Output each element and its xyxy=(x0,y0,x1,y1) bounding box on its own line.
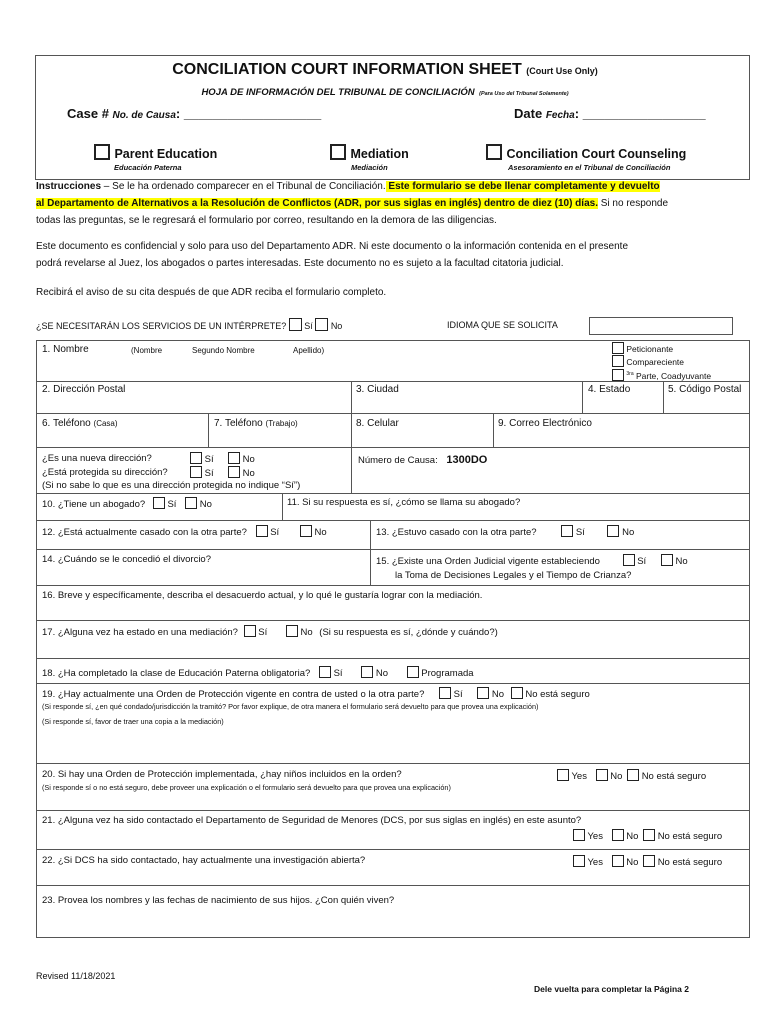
question-14[interactable]: 14. ¿Cuándo se le concedió el divorcio? xyxy=(42,554,211,565)
question-19: 19. ¿Hay actualmente una Orden de Protección vigente en contra de usted o la otra parte? Sí No No está seguro xyxy=(42,689,590,700)
parent-education-checkbox[interactable] xyxy=(94,144,110,160)
name-field[interactable]: 1. Nombre xyxy=(42,344,89,355)
name-middle-label: Segundo Nombre xyxy=(192,346,255,355)
state-field[interactable]: 4. Estado xyxy=(588,384,631,395)
role-options xyxy=(612,342,711,382)
mediation-label-es: Mediación xyxy=(351,163,388,172)
q18-no[interactable] xyxy=(361,666,373,678)
question-22: 22. ¿Si DCS ha sido contactado, hay actualmente una investigación abierta? xyxy=(42,855,366,866)
new-address-yes[interactable] xyxy=(190,452,202,464)
q19-note-2: (Si responde sí, favor de traer una copia a la mediación) xyxy=(42,717,224,726)
q18-programmed[interactable] xyxy=(407,666,419,678)
q13-no[interactable] xyxy=(607,525,619,537)
q20-options: Yes No No está seguro xyxy=(557,769,706,782)
q21-yes[interactable] xyxy=(573,829,585,841)
form-title: CONCILIATION COURT INFORMATION SHEET (Court Use Only) xyxy=(172,61,598,78)
service-counseling[interactable]: Conciliation Court Counseling xyxy=(486,144,686,163)
instructions: Instrucciones – Se le ha ordenado comparecer en el Tribunal de Conciliación. Este formulario se debe llenar completamente y devuelto al Departamento de Alternativos a la Resolución de Conflictos (ADR, por sus siglas en inglés) dentro de diez (10) días. Si no responde todas las preguntas, se le regresará el formulario por correo, resultando en la demora de las diligencias. xyxy=(36,181,669,226)
q22-not-sure[interactable] xyxy=(643,855,655,867)
q17-yes[interactable] xyxy=(244,625,256,637)
counseling-label-es: Asesoramiento en el Tribunal de Conciliación xyxy=(508,163,671,172)
protected-address-no[interactable] xyxy=(228,466,240,478)
phone-work-field[interactable]: 7. Teléfono (Trabajo) xyxy=(214,418,298,429)
mediation-checkbox[interactable] xyxy=(330,144,346,160)
q19-note-1: (Si responde sí, ¿en qué condado/jurisdicción la tramitó? Por favor explique, de otra manera el formulario será devuelto para que provea una explicación) xyxy=(42,702,539,711)
question-11[interactable]: 11. Si su respuesta es sí, ¿cómo se llama su abogado? xyxy=(287,497,521,508)
case-number-display: Número de Causa: 1300DO xyxy=(358,454,488,466)
question-10: 10. ¿Tiene un abogado? Sí No xyxy=(42,499,212,510)
question-13: 13. ¿Estuvo casado con la otra parte? Sí No xyxy=(376,527,635,538)
phone-home-field[interactable]: 6. Teléfono (Casa) xyxy=(42,418,118,429)
q20-not-sure[interactable] xyxy=(627,769,639,781)
question-17: 17. ¿Alguna vez ha estado en una mediación? Sí No (Si su respuesta es sí, ¿dónde y cuándo?) xyxy=(42,627,498,638)
q15-no[interactable] xyxy=(661,554,673,566)
q12-yes[interactable] xyxy=(256,525,268,537)
form-subtitle: HOJA DE INFORMACIÓN DEL TRIBUNAL DE CONCILIACIÓN (Para Uso del Tribunal Solamente) xyxy=(201,87,569,98)
turn-page-note: Dele vuelta para completar la Página 2 xyxy=(534,984,689,994)
role-petitioner[interactable]: Peticionante xyxy=(612,342,711,355)
q10-yes[interactable] xyxy=(153,497,165,509)
q20-note: (Si responde sí o no está seguro, debe proveer una explicación o el formulario será devuelto para que provea una explicación) xyxy=(42,783,451,792)
interpreter-question: ¿SE NECESITARÁN LOS SERVICIOS DE UN INTÉRPRETE? Sí No xyxy=(36,318,342,331)
revised-date: Revised 11/18/2021 xyxy=(36,971,116,981)
q21-no[interactable] xyxy=(612,829,624,841)
q20-yes[interactable] xyxy=(557,769,569,781)
language-input[interactable] xyxy=(589,317,733,335)
q21-options: Yes No No está seguro xyxy=(573,829,722,842)
q13-yes[interactable] xyxy=(561,525,573,537)
q19-no[interactable] xyxy=(477,687,489,699)
role-third-party[interactable]: $^{3ra}$ Parte, Coadyuvante xyxy=(612,368,711,382)
q15-yes[interactable] xyxy=(623,554,635,566)
case-number-field[interactable]: Case # No. de Causa: ___________________ xyxy=(67,106,322,121)
service-mediation[interactable]: Mediation xyxy=(330,144,409,163)
email-field[interactable]: 9. Correo Electrónico xyxy=(498,418,592,429)
language-label: IDIOMA QUE SE SOLICITA xyxy=(447,320,558,330)
question-15: 15. ¿Existe una Orden Judicial vigente estableciendo Sí No la Toma de Decisiones Legales y el Tiempo de Crianza? xyxy=(376,556,688,581)
counseling-checkbox[interactable] xyxy=(486,144,502,160)
name-last-label: Apellido) xyxy=(293,346,325,355)
cell-field[interactable]: 8. Celular xyxy=(356,418,399,429)
interpreter-no-checkbox[interactable] xyxy=(315,318,328,331)
q21-not-sure[interactable] xyxy=(643,829,655,841)
zip-field[interactable]: 5. Código Postal xyxy=(668,384,742,395)
question-16[interactable]: 16. Breve y específicamente, describa el desacuerdo actual, y lo qué le gustaría lograr con la mediación. xyxy=(42,590,483,601)
parent-education-label-es: Educación Paterna xyxy=(114,163,182,172)
q22-options: Yes No No está seguro xyxy=(573,855,722,868)
q19-not-sure[interactable] xyxy=(511,687,523,699)
q10-no[interactable] xyxy=(185,497,197,509)
name-parts: (Nombre xyxy=(131,346,163,355)
city-field[interactable]: 3. Ciudad xyxy=(356,384,399,395)
protected-address-yes[interactable] xyxy=(190,466,202,478)
date-field[interactable]: Date Fecha: _________________ xyxy=(514,106,706,121)
role-respondent[interactable]: Compareciente xyxy=(612,355,711,368)
q22-yes[interactable] xyxy=(573,855,585,867)
address-field[interactable]: 2. Dirección Postal xyxy=(42,384,126,395)
q20-no[interactable] xyxy=(596,769,608,781)
interpreter-yes-checkbox[interactable] xyxy=(289,318,302,331)
notice-paragraph: Recibirá el aviso de su cita después de que ADR reciba el formulario completo. xyxy=(36,287,387,298)
question-20: 20. Si hay una Orden de Protección implementada, ¿hay niños incluidos en la orden? xyxy=(42,769,402,780)
address-questions: ¿Es una nueva dirección? Sí No ¿Está protegida su dirección? Sí No (Si no sabe lo que es una dirección protegida no indique “Sí”) xyxy=(42,453,301,491)
q19-yes[interactable] xyxy=(439,687,451,699)
q18-yes[interactable] xyxy=(319,666,331,678)
q22-no[interactable] xyxy=(612,855,624,867)
question-23[interactable]: 23. Provea los nombres y las fechas de nacimiento de sus hijos. ¿Con quién viven? xyxy=(42,895,395,906)
new-address-no[interactable] xyxy=(228,452,240,464)
confidentiality-paragraph: Este documento es confidencial y solo para uso del Departamento ADR. Ni este documento o la información contenida en el presente podrá revelarse al Juez, los abogados o partes interesadas. Este documento no es sujeto a la facultad citatoria judicial. xyxy=(36,241,629,269)
q12-no[interactable] xyxy=(300,525,312,537)
q17-no[interactable] xyxy=(286,625,298,637)
service-parent-education[interactable]: Parent Education xyxy=(94,144,217,163)
question-12: 12. ¿Está actualmente casado con la otra parte? Sí No xyxy=(42,527,327,538)
question-18: 18. ¿Ha completado la clase de Educación Paterna obligatoria? Sí No Programada xyxy=(42,668,474,679)
question-21: 21. ¿Alguna vez ha sido contactado el Departamento de Seguridad de Menores (DCS, por sus siglas en inglés) en este asunto? xyxy=(42,815,582,826)
